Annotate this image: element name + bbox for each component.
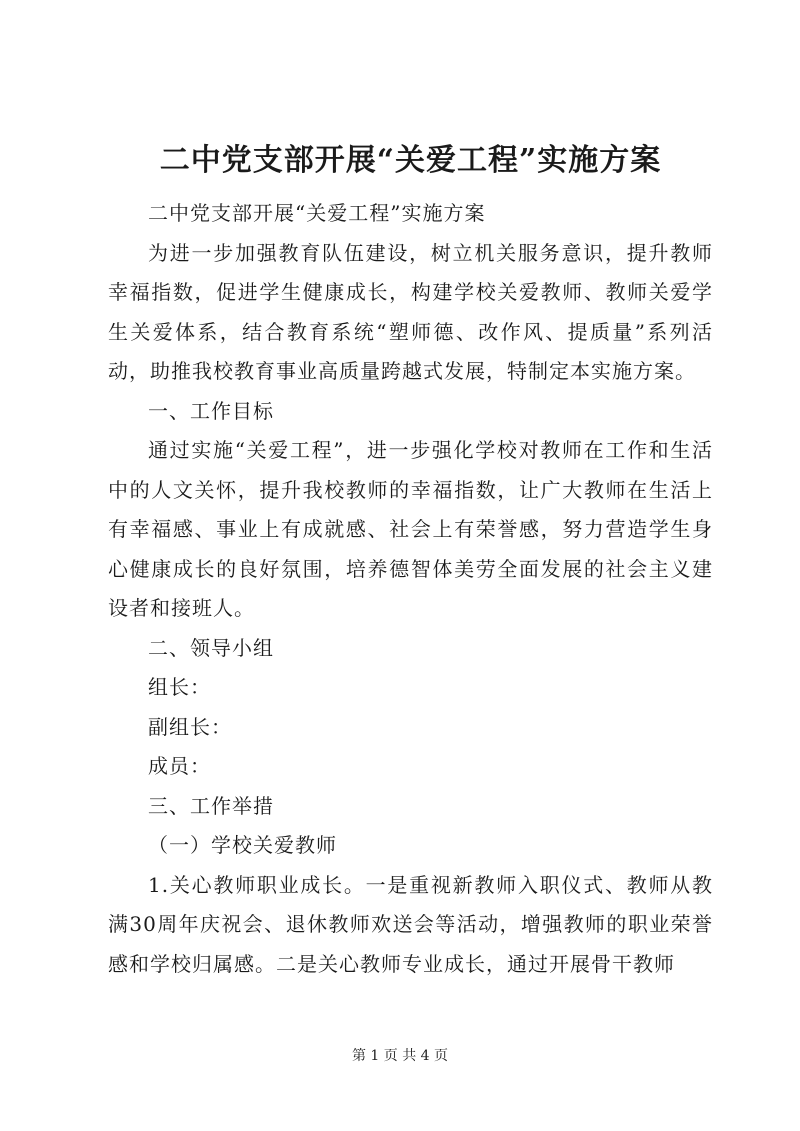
section-heading-goals: 一、工作目标: [148, 398, 274, 423]
subsection-heading: （一）学校关爱教师: [148, 833, 337, 857]
document-title: 二中党支部开展“关爱工程”实施方案: [159, 143, 662, 178]
document-page: [108, 136, 713, 984]
page-footer: 第 1 页 共 4 页: [351, 1048, 449, 1064]
deputy-leader-line: 副组长：: [148, 714, 232, 739]
subtitle-paragraph: 二中党支部开展“关爱工程”实施方案: [148, 201, 486, 225]
leader-line: 组长：: [148, 675, 211, 699]
members-line: 成员：: [148, 754, 211, 778]
section-heading-leadership: 二、领导小组: [148, 635, 274, 660]
measure-paragraph-1: 1.关心教师职业成长。一是重视新教师入职仪式、教师从教满30周年庆祝会、退休教师欢送会等活动，增强教师的职业荣誉感和学校归属感。二是关心教师专业成长，通过开展骨干教师: [108, 872, 713, 976]
intro-paragraph: 为进一步加强教育队伍建设，树立机关服务意识，提升教师幸福指数，促进学生健康成长，构建学校关爱教师、教师关爱学生关爱体系，结合教育系统“塑师德、改作风、提质量”系列活动，助推我校教育事业高质量跨越式发展，特制定本实施方案。: [108, 240, 713, 383]
goals-paragraph: 通过实施“关爱工程”，进一步强化学校对教师在工作和生活中的人文关怀，提升我校教师的幸福指数，让广大教师在生活上有幸福感、事业上有成就感、社会上有荣誉感，努力营造学生身心健康成长的良好氛围，培养德智体美劳全面发展的社会主义建设者和接班人。: [108, 438, 713, 620]
section-heading-measures: 三、工作举措: [148, 793, 274, 818]
